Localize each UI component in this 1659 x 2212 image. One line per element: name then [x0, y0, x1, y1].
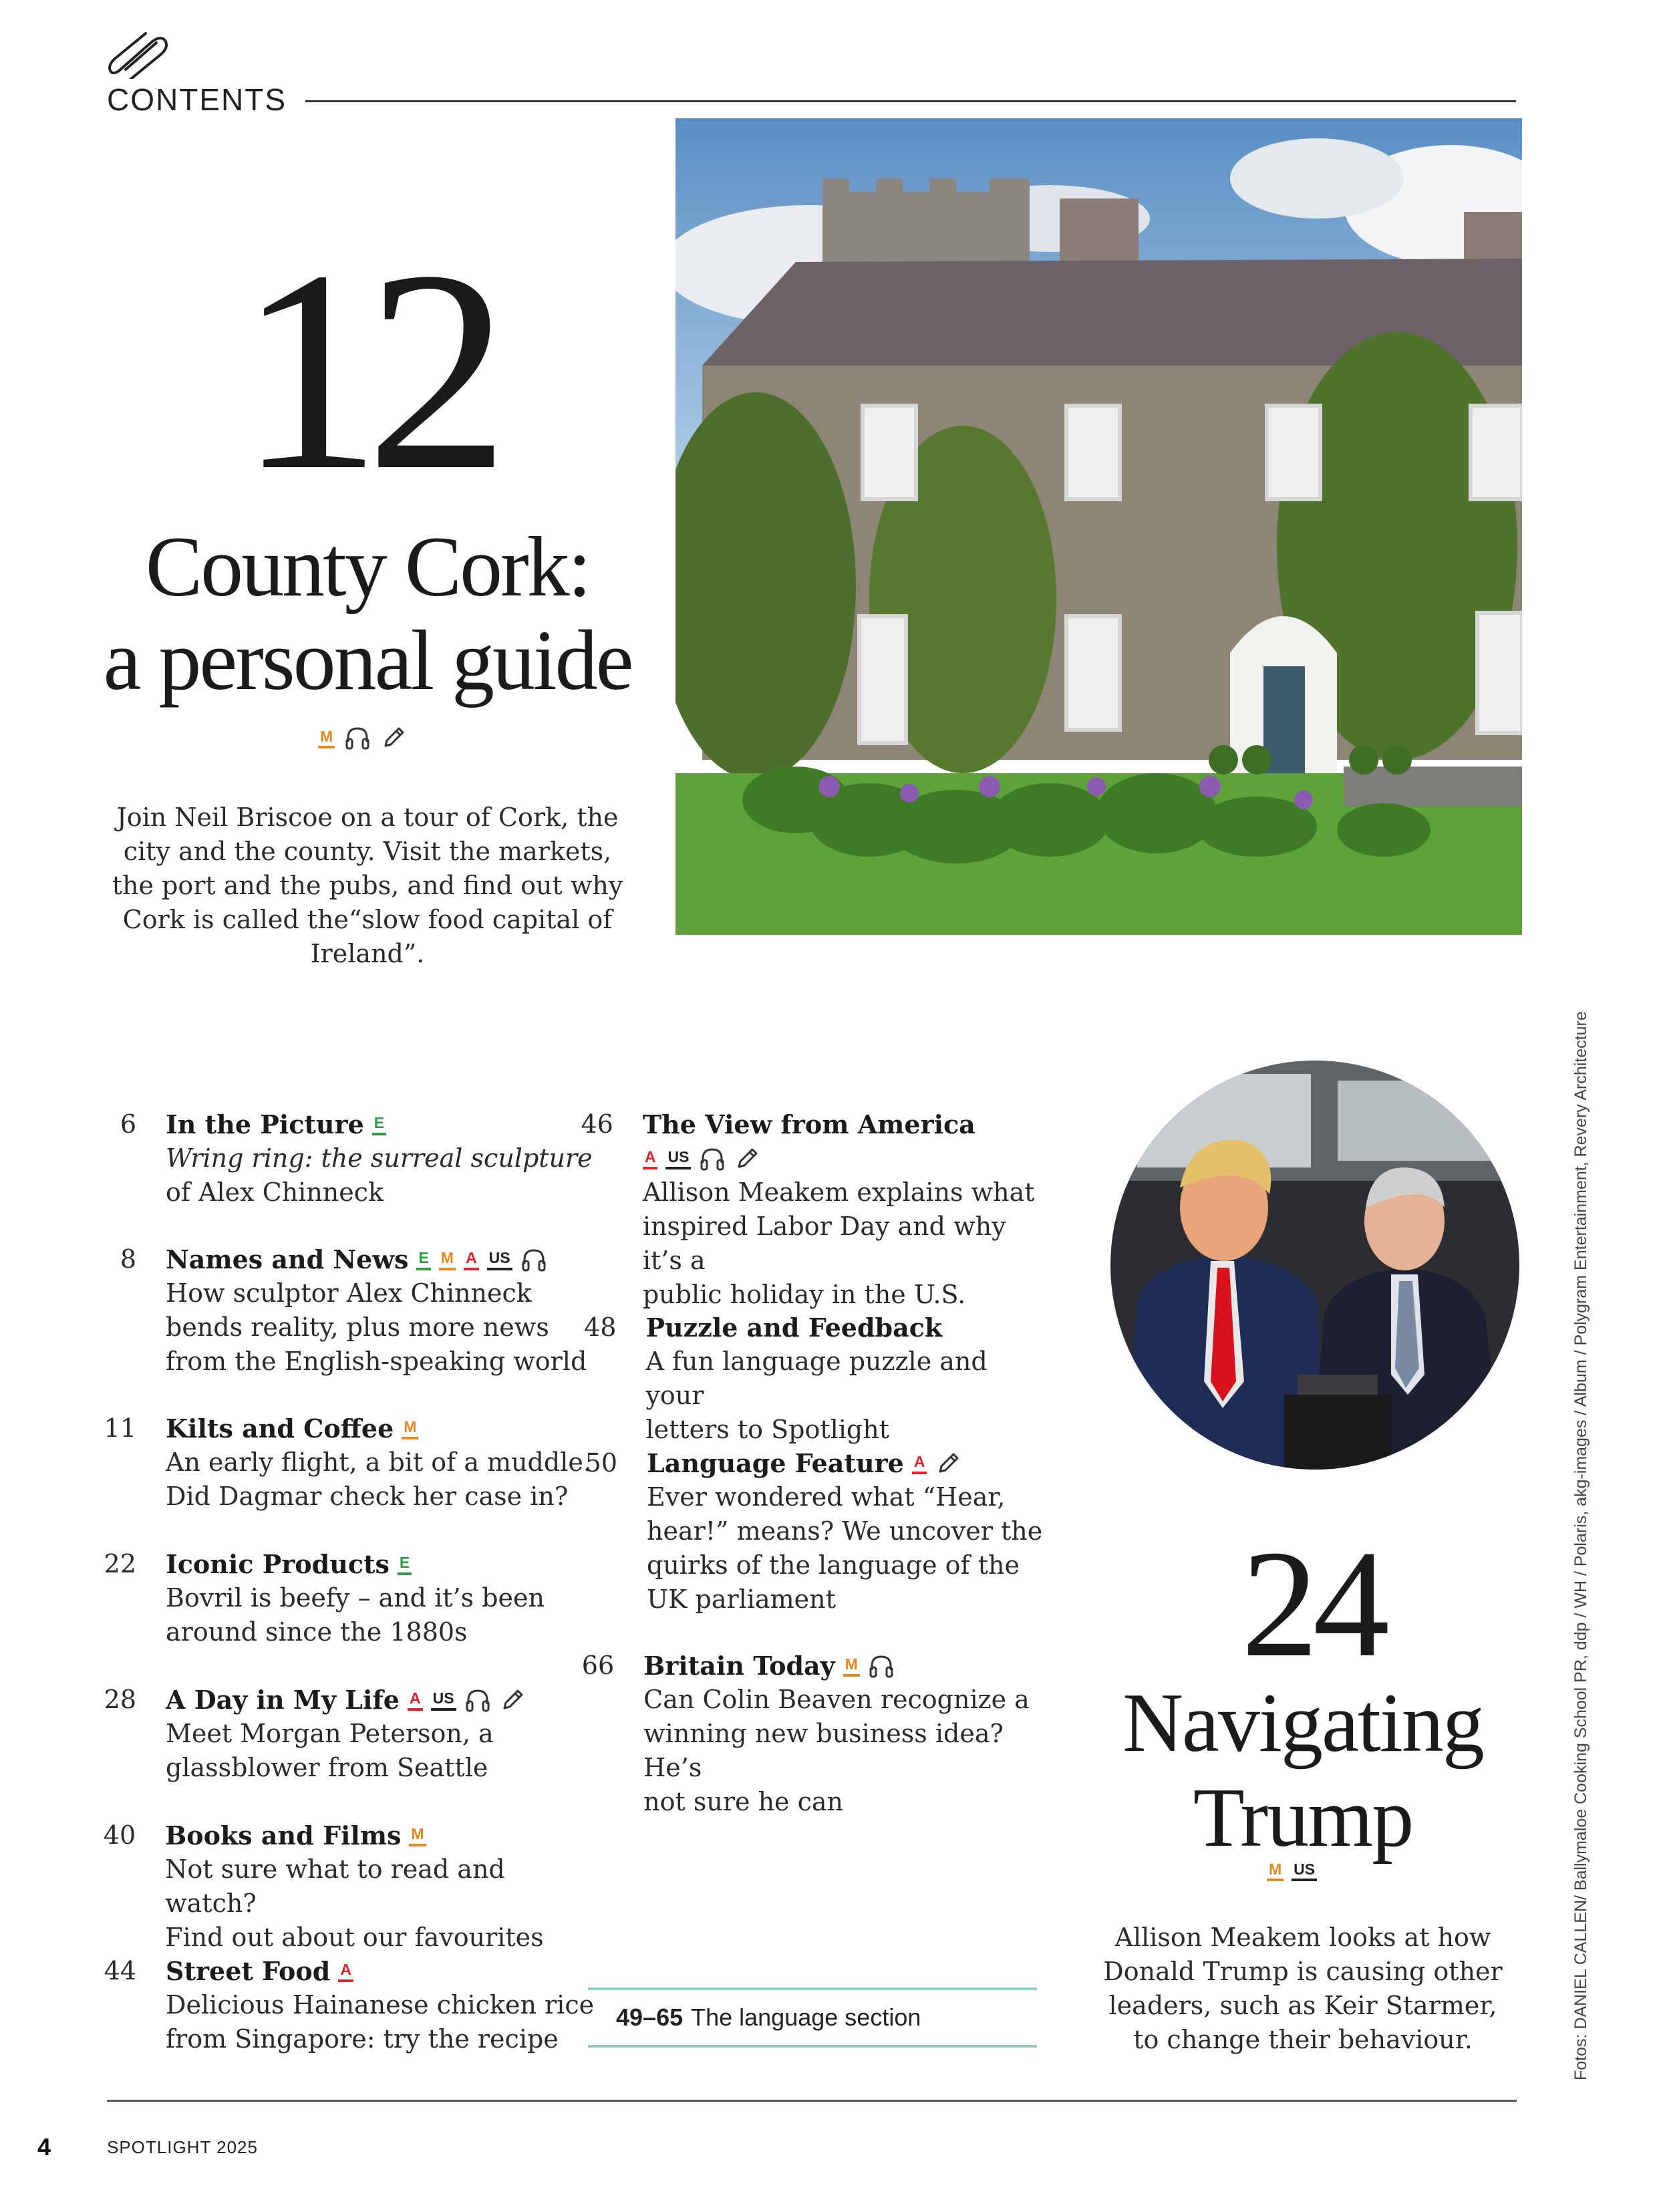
- toc-page-number: 6: [120, 1109, 136, 1139]
- footer-divider: [107, 2100, 1517, 2102]
- toc-desc-line: winning new business idea? He’s: [643, 1719, 1004, 1782]
- toc-entry-books-and-films[interactable]: [79, 1818, 600, 1955]
- toc-title: The View from America: [642, 1109, 975, 1139]
- toc-title: Britain Today: [643, 1651, 835, 1681]
- header-divider: [305, 100, 1516, 102]
- us-english-badge: US: [665, 1148, 691, 1169]
- level-badge-m: M: [1267, 1860, 1284, 1881]
- toc-desc-line: An early flight, a bit of a muddle.: [166, 1447, 591, 1477]
- us-english-badge: US: [431, 1689, 456, 1711]
- toc-page-number: 22: [104, 1549, 136, 1578]
- toc-title: Kilts and Coffee: [166, 1413, 394, 1443]
- toc-desc-line: hear!” means? We uncover the: [647, 1516, 1043, 1546]
- toc-desc-line: Bovril is beefy – and it’s been: [166, 1583, 545, 1613]
- toc-desc-line: from the English-speaking world: [166, 1347, 587, 1376]
- level-badge-e: E: [372, 1114, 386, 1135]
- language-section-pages: 49–65: [616, 2003, 684, 2031]
- toc-desc-line: Wring ring: the surreal sculpture: [166, 1143, 593, 1173]
- feature-title[interactable]: [1096, 1676, 1510, 1866]
- pencil-icon: [935, 1450, 961, 1477]
- toc-desc-line: How sculptor Alex Chinneck: [166, 1278, 532, 1308]
- feature-badges: [318, 722, 407, 754]
- photo-credit: Fotos: DANIEL CALLEN/ Ballymaloe Cooking School PR, ddp / WH / Polaris, akg-images / Album / Polygram Entertainment, Revery Architecture: [1571, 1011, 1590, 2080]
- feature-badges: [1267, 1860, 1317, 1881]
- toc-desc-line: not sure he can: [643, 1787, 844, 1816]
- feature-title-line2: Trump: [1193, 1772, 1413, 1864]
- toc-entry-in-the-picture[interactable]: [79, 1107, 600, 1210]
- toc-page-number: 50: [585, 1448, 617, 1478]
- us-english-badge: US: [1292, 1860, 1317, 1881]
- headphones-icon: [699, 1145, 726, 1172]
- feature-description: Join Neil Briscoe on a tour of Cork, the city and the county. Visit the markets, the port and the pubs, and find out why Cork is called the“slow food capital of Ireland”.: [112, 803, 623, 968]
- level-badge-m: M: [318, 727, 335, 748]
- toc-entry-street-food[interactable]: [79, 1954, 600, 2056]
- toc-page-number: 48: [584, 1312, 617, 1342]
- toc-title: In the Picture: [166, 1109, 364, 1139]
- feature-title-line1: Navigating: [1122, 1677, 1483, 1770]
- level-badge-m: M: [439, 1249, 456, 1270]
- toc-entry-britain-today[interactable]: [559, 1649, 1046, 1819]
- toc-page-number: 8: [120, 1244, 136, 1274]
- level-badge-m: M: [402, 1418, 418, 1439]
- level-badge-a: A: [643, 1148, 658, 1169]
- feature-title-line1: County Cork:: [145, 519, 590, 614]
- toc-title: Puzzle and Feedback: [645, 1312, 943, 1343]
- toc-entry-a-day-in-my-life[interactable]: [79, 1683, 600, 1785]
- toc-title: Iconic Products: [166, 1549, 390, 1579]
- toc-title: Books and Films: [165, 1820, 402, 1850]
- toc-desc-line: glassblower from Seattle: [166, 1753, 488, 1782]
- level-badge-e: E: [398, 1554, 412, 1575]
- toc-desc-line: from Singapore: try the recipe: [166, 2024, 559, 2054]
- toc-desc-line: Delicious Hainanese chicken rice: [166, 1990, 595, 2020]
- page-number: 4: [37, 2133, 51, 2161]
- toc-desc-line: public holiday in the U.S.: [642, 1280, 966, 1309]
- toc-desc-line: of Alex Chinneck: [166, 1178, 384, 1207]
- country-house-photo[interactable]: [675, 118, 1522, 935]
- feature-page-number[interactable]: 24: [1241, 1518, 1384, 1689]
- level-badge-m: M: [409, 1825, 426, 1846]
- toc-page-number: 46: [581, 1109, 613, 1139]
- car-interior-illustration: [1110, 1061, 1519, 1470]
- toc-desc-line: letters to Spotlight: [645, 1415, 889, 1444]
- toc-entry-language-feature[interactable]: [559, 1446, 1046, 1617]
- language-section-label: The language section: [691, 2003, 921, 2031]
- headphones-icon: [868, 1653, 895, 1679]
- toc-desc-line: quirks of the language of the: [647, 1550, 1020, 1580]
- toc-entry-iconic-products[interactable]: [79, 1547, 600, 1649]
- toc-desc-line: Did Dagmar check her case in?: [166, 1482, 569, 1511]
- pencil-icon: [499, 1687, 526, 1713]
- toc-desc-line: Not sure what to read and watch?: [165, 1854, 505, 1918]
- toc-page-number: 66: [581, 1651, 615, 1680]
- paperclip-icon: [106, 31, 170, 79]
- toc-desc-line: inspired Labor Day and why it’s a: [642, 1212, 1006, 1275]
- toc-title: Names and News: [166, 1244, 409, 1274]
- toc-desc-line: around since the 1880s: [166, 1617, 468, 1647]
- toc-entry-kilts-and-coffee[interactable]: [79, 1411, 600, 1514]
- feature-title-line2: a personal guide: [103, 613, 632, 708]
- toc-page-number: 40: [103, 1820, 136, 1850]
- toc-title: Street Food: [166, 1956, 331, 1986]
- section-label: CONTENTS: [107, 82, 287, 117]
- pencil-icon: [380, 724, 407, 751]
- headphones-icon: [464, 1687, 491, 1713]
- headphones-icon: [344, 724, 371, 751]
- feature-page-number[interactable]: 12: [238, 212, 494, 530]
- toc-title: Language Feature: [647, 1448, 904, 1478]
- toc-desc-line: Meet Morgan Peterson, a: [166, 1719, 494, 1748]
- trump-starmer-photo[interactable]: [1110, 1061, 1519, 1470]
- toc-desc-line: Can Colin Beaven recognize a: [643, 1685, 1030, 1714]
- toc-desc-line: bends reality, plus more news: [166, 1312, 549, 1342]
- pencil-icon: [734, 1145, 760, 1172]
- magazine-label: SPOTLIGHT 2025: [107, 2137, 258, 2157]
- toc-entry-puzzle-and-feedback[interactable]: [559, 1310, 1046, 1447]
- toc-desc-line: A fun language puzzle and your: [645, 1347, 988, 1410]
- toc-entry-names-and-news[interactable]: [79, 1242, 600, 1379]
- level-badge-a: A: [912, 1453, 927, 1474]
- toc-desc-line: Find out about our favourites: [165, 1923, 544, 1952]
- level-badge-e: E: [416, 1249, 430, 1270]
- country-house-illustration: [675, 118, 1522, 935]
- toc-desc-line: Allison Meakem explains what: [642, 1178, 1035, 1207]
- toc-title: A Day in My Life: [166, 1685, 400, 1715]
- toc-desc-line: Ever wondered what “Hear,: [647, 1482, 1006, 1512]
- level-badge-m: M: [843, 1655, 860, 1677]
- toc-page-number: 28: [104, 1685, 136, 1714]
- toc-entry-view-from-america[interactable]: [559, 1107, 1046, 1312]
- us-english-badge: US: [487, 1249, 512, 1270]
- toc-page-number: 11: [104, 1413, 136, 1443]
- level-badge-a: A: [408, 1689, 423, 1711]
- level-badge-a: A: [338, 1961, 353, 1982]
- language-section-link[interactable]: [588, 1987, 1037, 2048]
- toc-page-number: 44: [104, 1956, 136, 1985]
- feature-description: Allison Meakem looks at how Donald Trump is causing other leaders, such as Keir Starmer, to change their behaviour.: [1103, 1923, 1503, 2054]
- headphones-icon: [520, 1246, 547, 1273]
- toc-desc-line: UK parliament: [647, 1584, 836, 1614]
- feature-title[interactable]: [80, 520, 655, 707]
- level-badge-a: A: [464, 1249, 479, 1270]
